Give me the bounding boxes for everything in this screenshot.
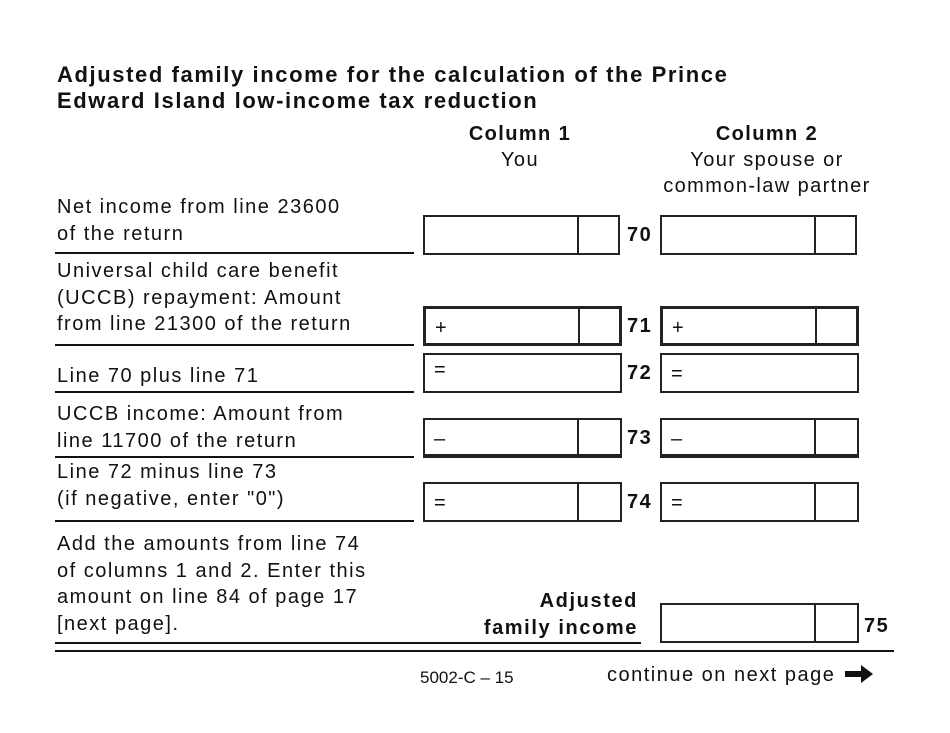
label-text: amount on line 84 of page 17	[57, 586, 359, 608]
label-text: Adjusted	[539, 590, 638, 612]
cents-divider	[814, 420, 816, 454]
continue-next-page[interactable]	[607, 663, 874, 687]
cents-divider	[814, 217, 816, 253]
line-71-spouse-input[interactable]	[660, 306, 859, 346]
line-number-71: 71	[627, 315, 653, 337]
minus-sign: –	[671, 428, 683, 450]
line-73-label	[57, 401, 344, 454]
label-text: UCCB income: Amount from	[57, 403, 345, 425]
line-72-spouse-input[interactable]	[660, 353, 859, 393]
continue-text: continue on next page	[607, 664, 836, 686]
line-73-you-input[interactable]	[423, 418, 622, 458]
line-71-you-input[interactable]	[423, 306, 622, 346]
column-1-header	[440, 121, 600, 173]
column-2-header	[640, 121, 894, 199]
label-text: [next page].	[57, 612, 180, 635]
divider	[55, 642, 641, 644]
label-text: Line 70 plus line 71	[57, 365, 260, 387]
cents-divider	[578, 309, 580, 343]
label-text: of columns 1 and 2. Enter this	[57, 559, 367, 582]
line-73-spouse-input[interactable]	[660, 418, 859, 458]
divider	[55, 344, 414, 346]
cents-divider	[577, 420, 579, 454]
column-2-heading: Column 2	[715, 123, 819, 145]
label-text: Add the amounts from line 74	[57, 533, 361, 555]
column-2-subheading-2: common-law partner	[663, 175, 871, 197]
line-number-73: 73	[627, 427, 653, 449]
label-text: family income	[483, 616, 638, 639]
label-text: (UCCB) repayment: Amount	[57, 286, 342, 309]
divider	[55, 520, 414, 522]
line-74-label	[57, 459, 285, 512]
column-2-subheading-1: Your spouse or	[690, 149, 844, 171]
adjusted-family-income-label	[440, 588, 638, 641]
label-text: from line 21300 of the return	[57, 313, 352, 335]
line-70-label	[57, 194, 341, 247]
cents-divider	[815, 309, 817, 343]
divider	[55, 252, 414, 254]
plus-sign: +	[435, 317, 447, 339]
arrow-right-icon	[844, 663, 874, 685]
cents-divider	[814, 484, 816, 520]
line-72-label	[57, 363, 259, 390]
line-74-you-input[interactable]	[423, 482, 622, 522]
equals-sign: =	[434, 492, 446, 514]
divider	[55, 456, 414, 458]
column-1-subheading: You	[501, 149, 539, 171]
line-72-you-input[interactable]	[423, 353, 622, 393]
line-number-74: 74	[627, 491, 653, 513]
line-number-72: 72	[627, 362, 653, 384]
line-70-spouse-input[interactable]	[660, 215, 857, 255]
label-text: (if negative, enter "0")	[57, 487, 286, 510]
label-text: Line 72 minus line 73	[57, 461, 278, 483]
line-75-instructions	[57, 531, 367, 637]
form-section-title	[57, 62, 728, 114]
cents-divider	[814, 605, 816, 641]
divider	[55, 391, 414, 393]
section-bottom-rule	[55, 650, 894, 652]
column-1-heading: Column 1	[468, 123, 572, 145]
line-70-you-input[interactable]	[423, 215, 620, 255]
cents-divider	[577, 484, 579, 520]
label-text: Net income from line 23600	[57, 196, 341, 218]
label-text: Universal child care benefit	[57, 260, 340, 282]
equals-sign: =	[434, 359, 446, 381]
line-number-70: 70	[627, 224, 653, 246]
form-page-number: 5002-C – 15	[420, 668, 514, 687]
line-75-adjusted-income-input[interactable]	[660, 603, 859, 643]
equals-sign: =	[671, 492, 683, 514]
line-71-label	[57, 258, 352, 338]
title-line-2: Edward Island low-income tax reduction	[57, 88, 539, 113]
plus-sign: +	[672, 317, 684, 339]
label-text: of the return	[57, 222, 185, 245]
equals-sign: =	[671, 363, 683, 385]
line-number-75: 75	[864, 615, 890, 637]
minus-sign: –	[434, 428, 446, 450]
title-line-1: Adjusted family income for the calculation of the Prince	[57, 62, 729, 87]
label-text: line 11700 of the return	[57, 429, 298, 452]
cents-divider	[577, 217, 579, 253]
line-74-spouse-input[interactable]	[660, 482, 859, 522]
